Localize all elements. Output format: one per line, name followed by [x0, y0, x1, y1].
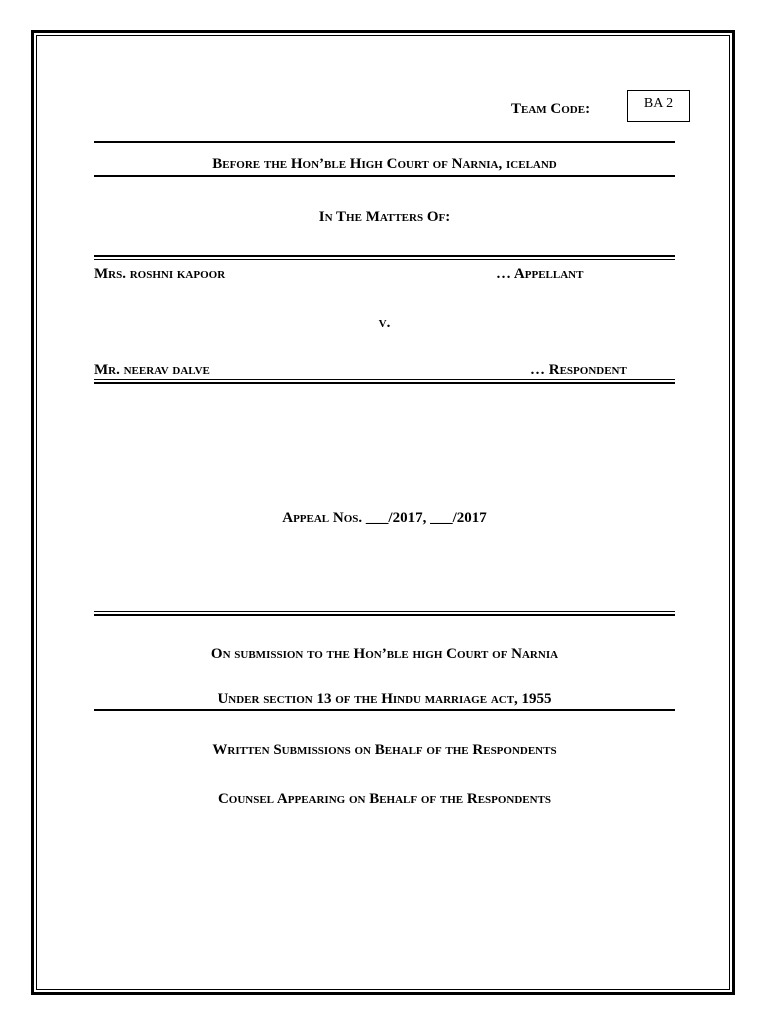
team-code-box: BA 2 — [627, 90, 690, 122]
appeal-numbers: Appeal Nos. ___/2017, ___/2017 — [282, 510, 487, 526]
submission-section: Under section 13 of the Hindu marriage act, 1955 — [217, 691, 552, 707]
appellant-name: Mrs. roshni kapoor — [94, 266, 226, 282]
divider — [94, 141, 675, 143]
divider — [94, 709, 675, 711]
divider — [94, 255, 675, 257]
respondent-role: … Respondent — [530, 362, 627, 378]
respondent-name: Mr. neerav dalve — [94, 362, 210, 378]
divider — [94, 611, 675, 612]
divider — [94, 614, 675, 616]
team-code-label: Team Code: — [511, 101, 591, 117]
submission-court: On submission to the Hon’ble high Court of Narnia — [210, 646, 559, 662]
versus: v. — [378, 315, 391, 331]
matters-heading: In The Matters Of: — [318, 209, 451, 225]
counsel-heading: Counsel Appearing on Behalf of the Respondents — [217, 791, 552, 807]
divider — [94, 259, 675, 260]
divider — [94, 379, 675, 380]
divider — [94, 175, 675, 177]
court-heading: Before the Hon’ble High Court of Narnia, iceland — [212, 156, 557, 172]
appellant-role: … Appellant — [496, 266, 584, 282]
written-submissions-title: Written Submissions on Behalf of the Respondents — [212, 742, 557, 758]
divider — [94, 382, 675, 384]
